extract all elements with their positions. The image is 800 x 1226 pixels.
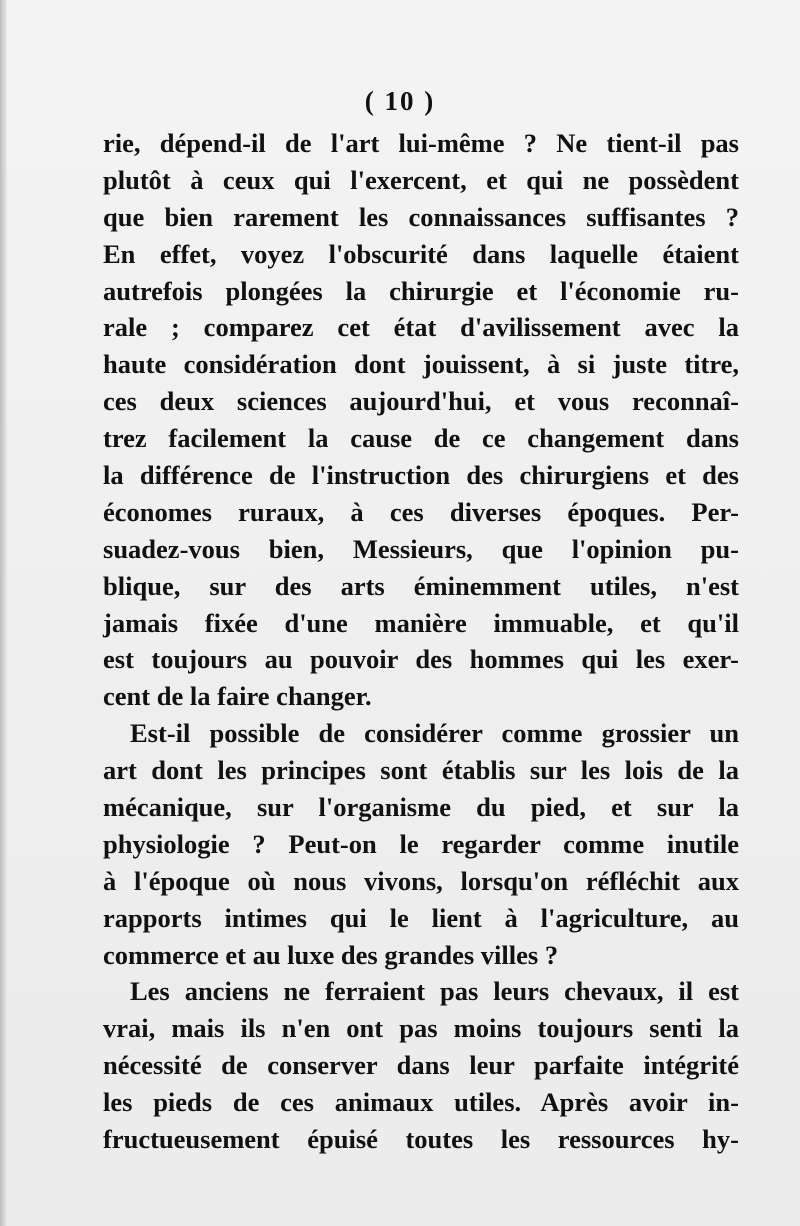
body-text [103, 125, 739, 1158]
text-line: que bien rarement les connaissances suffisantes ? [103, 201, 739, 232]
text-line: à l'époque où nous vivons, lorsqu'on réfléchit aux [103, 865, 739, 896]
text-line: jamais fixée d'une manière immuable, et qu'il [103, 607, 739, 638]
text-line: physiologie ? Peut-on le regarder comme inutile [103, 828, 739, 859]
text-line: fructueusement épuisé toutes les ressources hy- [103, 1124, 739, 1155]
text-line: art dont les principes sont établis sur les lois de la [103, 755, 739, 786]
text-line: cent de la faire changer. [103, 681, 372, 712]
text-line: la différence de l'instruction des chirurgiens et des [103, 460, 739, 491]
text-line: trez facilement la cause de ce changement dans [103, 423, 739, 454]
text-line: ces deux sciences aujourd'hui, et vous reconnaî- [103, 386, 739, 417]
text-line: suadez-vous bien, Messieurs, que l'opinion pu- [103, 533, 739, 564]
text-line: haute considération dont jouissent, à si juste titre, [103, 349, 739, 380]
text-line: rie, dépend-il de l'art lui-même ? Ne tient-il pas [103, 128, 739, 158]
text-line: autrefois plongées la chirurgie et l'économie ru- [103, 275, 739, 306]
text-line: En effet, voyez l'obscurité dans laquelle étaient [103, 238, 739, 269]
text-line: économes ruraux, à ces diverses époques. Per- [103, 496, 739, 527]
text-line: Est-il possible de considérer comme grossier un [130, 718, 739, 749]
page-number: ( 10 ) [364, 86, 436, 116]
text-line: vrai, mais ils n'en ont pas moins toujours senti la [103, 1013, 739, 1044]
text-line: nécessité de conserver dans leur parfaite intégrité [103, 1050, 739, 1081]
text-line: les pieds de ces animaux utiles. Après avoir in- [103, 1087, 739, 1118]
text-line: rapports intimes qui le lient à l'agriculture, au [103, 902, 739, 933]
text-line: commerce et au luxe des grandes villes ? [103, 939, 559, 970]
text-line: rale ; comparez cet état d'avilissement avec la [103, 312, 739, 343]
text-line: est toujours au pouvoir des hommes qui les exer- [103, 644, 739, 675]
page-edge [0, 0, 7, 1226]
text-line: blique, sur des arts éminemment utiles, n'est [103, 570, 739, 601]
text-line: plutôt à ceux qui l'exercent, et qui ne possèdent [103, 164, 739, 195]
text-line: mécanique, sur l'organisme du pied, et sur la [103, 792, 739, 823]
text-line: Les anciens ne ferraient pas leurs chevaux, il est [130, 976, 739, 1007]
